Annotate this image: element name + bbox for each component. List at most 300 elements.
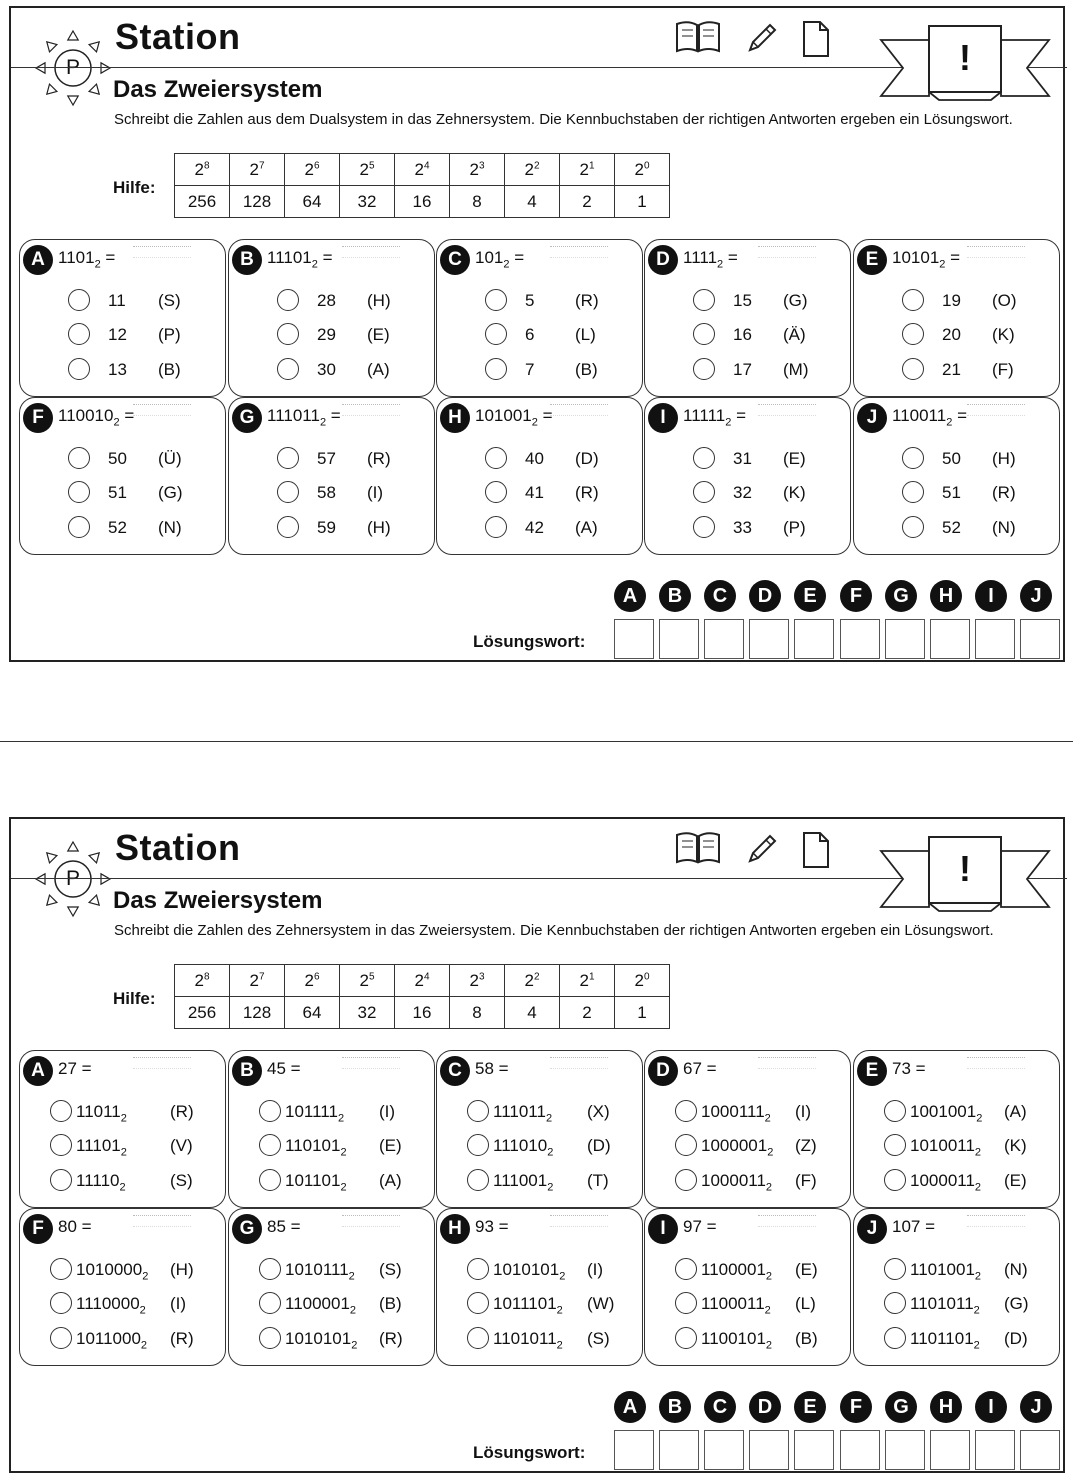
answer-number: 1101011 bbox=[910, 1294, 974, 1313]
answer-option[interactable] bbox=[902, 446, 1060, 474]
answer-code-letter: (H) bbox=[992, 449, 1016, 468]
answer-option[interactable] bbox=[259, 1291, 417, 1319]
task-letter-badge: F bbox=[23, 403, 53, 433]
answer-value bbox=[942, 480, 961, 512]
answer-radio[interactable] bbox=[467, 1292, 489, 1314]
answer-number: 21 bbox=[942, 360, 961, 379]
answer-radio[interactable] bbox=[902, 289, 924, 311]
power-header-cell bbox=[505, 965, 560, 997]
answer-radio[interactable] bbox=[68, 289, 90, 311]
power-value-cell: 4 bbox=[505, 186, 560, 218]
power-header-cell bbox=[450, 154, 505, 186]
task-question bbox=[58, 248, 115, 270]
answer-option[interactable] bbox=[485, 357, 643, 385]
answer-option[interactable] bbox=[259, 1099, 417, 1127]
answer-radio[interactable] bbox=[693, 289, 715, 311]
answer-radio[interactable] bbox=[884, 1169, 906, 1191]
answer-radio[interactable] bbox=[675, 1100, 697, 1122]
solution-letter-box[interactable] bbox=[885, 1430, 925, 1470]
answer-number: 58 bbox=[317, 483, 336, 502]
answer-radio[interactable] bbox=[693, 358, 715, 380]
answer-radio[interactable] bbox=[884, 1134, 906, 1156]
answer-value bbox=[701, 1326, 772, 1358]
answer-radio[interactable] bbox=[259, 1327, 281, 1349]
answer-code-letter: (S) bbox=[170, 1171, 193, 1190]
solution-letter-box[interactable] bbox=[794, 1430, 834, 1470]
power-base: 2 bbox=[524, 159, 534, 179]
task-card bbox=[228, 239, 435, 397]
question-equals: = bbox=[723, 248, 738, 267]
task-letter-badge: J bbox=[857, 403, 887, 433]
task-letter-badge: C bbox=[440, 245, 470, 275]
task-card bbox=[436, 1208, 643, 1366]
answer-value bbox=[317, 322, 336, 354]
pencil-icon bbox=[744, 20, 780, 61]
answer-option[interactable] bbox=[277, 480, 435, 508]
answer-option[interactable] bbox=[467, 1168, 625, 1196]
answer-code-letter: (R) bbox=[575, 483, 599, 502]
answer-value bbox=[525, 480, 544, 512]
power-exponent: 4 bbox=[423, 970, 430, 982]
answer-radio[interactable] bbox=[50, 1100, 72, 1122]
power-header-cell bbox=[175, 965, 230, 997]
sun-icon bbox=[31, 26, 115, 110]
task-card bbox=[19, 397, 226, 555]
solution-letter-badge: J bbox=[1020, 580, 1052, 612]
answer-number: 1101001 bbox=[910, 1260, 975, 1279]
answer-radio[interactable] bbox=[902, 516, 924, 538]
answer-code-letter: (T) bbox=[587, 1171, 609, 1190]
answer-radio[interactable] bbox=[259, 1100, 281, 1122]
action-icons bbox=[674, 20, 844, 60]
answer-base: 2 bbox=[556, 1304, 563, 1317]
answer-option[interactable] bbox=[884, 1326, 1042, 1354]
answer-number: 111010 bbox=[493, 1136, 548, 1155]
solution-letter-box[interactable] bbox=[1020, 1430, 1060, 1470]
answer-radio[interactable] bbox=[259, 1169, 281, 1191]
task-letter-badge: G bbox=[232, 403, 262, 433]
power-base: 2 bbox=[414, 970, 424, 990]
answer-radio[interactable] bbox=[259, 1258, 281, 1280]
solution-letter-badge: D bbox=[749, 580, 781, 612]
solution-letter-box[interactable] bbox=[659, 1430, 699, 1470]
answer-option[interactable] bbox=[675, 1099, 833, 1127]
solution-letter-box[interactable] bbox=[930, 619, 970, 659]
answer-radio[interactable] bbox=[693, 481, 715, 503]
answer-option[interactable] bbox=[467, 1291, 625, 1319]
answer-number: 101101 bbox=[285, 1171, 341, 1190]
answer-option[interactable] bbox=[902, 357, 1060, 385]
answer-radio[interactable] bbox=[467, 1100, 489, 1122]
sun-icon bbox=[31, 837, 115, 921]
power-header-cell bbox=[560, 965, 615, 997]
task-question bbox=[267, 406, 341, 428]
power-value-cell: 256 bbox=[175, 997, 230, 1029]
power-value-cell: 64 bbox=[285, 186, 340, 218]
power-exponent: 0 bbox=[643, 159, 650, 171]
answer-code-letter: (L) bbox=[575, 325, 596, 344]
hilfe-table bbox=[174, 153, 670, 218]
solution-letter-box[interactable] bbox=[794, 619, 834, 659]
answer-radio[interactable] bbox=[277, 323, 299, 345]
answer-option[interactable] bbox=[485, 480, 643, 508]
answer-option[interactable] bbox=[884, 1257, 1042, 1285]
solution-letter-box[interactable] bbox=[614, 1430, 654, 1470]
answer-option[interactable] bbox=[467, 1133, 625, 1161]
answer-radio[interactable] bbox=[467, 1169, 489, 1191]
question-equals: = bbox=[326, 406, 341, 425]
power-value-cell: 16 bbox=[395, 997, 450, 1029]
answer-radio[interactable] bbox=[884, 1258, 906, 1280]
answer-code-letter: (H) bbox=[170, 1260, 194, 1279]
answer-base: 2 bbox=[547, 1146, 554, 1159]
power-header-cell bbox=[340, 965, 395, 997]
task-question bbox=[267, 248, 333, 270]
task-letter-badge: E bbox=[857, 245, 887, 275]
answer-radio[interactable] bbox=[277, 447, 299, 469]
answer-option[interactable] bbox=[68, 480, 226, 508]
answer-option[interactable] bbox=[675, 1326, 833, 1354]
task-question bbox=[267, 1059, 301, 1081]
power-header-cell bbox=[230, 154, 285, 186]
answer-option[interactable] bbox=[902, 480, 1060, 508]
answer-radio[interactable] bbox=[485, 323, 507, 345]
answer-value bbox=[108, 515, 127, 547]
solution-letter-badge: I bbox=[975, 580, 1007, 612]
answer-option[interactable] bbox=[693, 322, 851, 350]
power-value-cell: 2 bbox=[560, 997, 615, 1029]
answer-radio[interactable] bbox=[485, 358, 507, 380]
solution-letter-box[interactable] bbox=[659, 619, 699, 659]
answer-code-letter: (R) bbox=[575, 291, 599, 310]
answer-radio[interactable] bbox=[675, 1169, 697, 1191]
answer-radio[interactable] bbox=[68, 481, 90, 503]
answer-code-letter: (Ä) bbox=[783, 325, 806, 344]
task-letter-badge: I bbox=[648, 1214, 678, 1244]
power-exponent: 5 bbox=[368, 970, 375, 982]
solution-letter-box[interactable] bbox=[840, 619, 880, 659]
answer-option[interactable] bbox=[693, 357, 851, 385]
solution-letter-box[interactable] bbox=[1020, 619, 1060, 659]
answer-code-letter: (M) bbox=[783, 360, 809, 379]
pencil-icon bbox=[744, 831, 780, 872]
solution-letter-box[interactable] bbox=[704, 1430, 744, 1470]
answer-radio[interactable] bbox=[68, 447, 90, 469]
answer-option[interactable] bbox=[902, 515, 1060, 543]
answer-radio[interactable] bbox=[485, 481, 507, 503]
question-equals: = bbox=[119, 406, 135, 425]
task-question bbox=[267, 1217, 301, 1239]
answer-radio[interactable] bbox=[693, 516, 715, 538]
power-exponent: 2 bbox=[533, 970, 540, 982]
answer-number: 1100001 bbox=[701, 1260, 766, 1279]
answer-radio[interactable] bbox=[675, 1292, 697, 1314]
answer-value bbox=[108, 322, 127, 354]
answer-base: 2 bbox=[547, 1181, 554, 1194]
answer-option[interactable] bbox=[884, 1133, 1042, 1161]
answer-code-letter: (P) bbox=[158, 325, 181, 344]
answer-option[interactable] bbox=[259, 1168, 417, 1196]
solution-letter-badge: F bbox=[840, 1391, 872, 1423]
ribbon-banner-icon bbox=[879, 829, 1051, 919]
answer-radio[interactable] bbox=[884, 1100, 906, 1122]
solution-letter-badge: H bbox=[930, 580, 962, 612]
power-base: 2 bbox=[469, 970, 479, 990]
question-number: 93 bbox=[475, 1217, 494, 1236]
answer-code-letter: (S) bbox=[158, 291, 181, 310]
answer-code-letter: (L) bbox=[795, 1294, 816, 1313]
action-icons bbox=[674, 831, 844, 871]
task-letter-badge: A bbox=[23, 245, 53, 275]
answer-radio[interactable] bbox=[902, 481, 924, 503]
answer-option[interactable] bbox=[485, 288, 643, 316]
answer-number: 6 bbox=[525, 325, 535, 344]
answer-option[interactable] bbox=[50, 1257, 208, 1285]
solution-letter-box[interactable] bbox=[749, 619, 789, 659]
answer-base: 2 bbox=[765, 1270, 773, 1283]
question-number: 67 bbox=[683, 1059, 702, 1078]
answer-value bbox=[910, 1133, 981, 1165]
answer-base: 2 bbox=[559, 1270, 566, 1283]
solution-letter-box[interactable] bbox=[930, 1430, 970, 1470]
answer-option[interactable] bbox=[50, 1291, 208, 1319]
question-number: 107 bbox=[892, 1217, 921, 1236]
power-header-cell bbox=[340, 154, 395, 186]
answer-number: 1110000 bbox=[76, 1294, 140, 1313]
answer-number: 11011 bbox=[76, 1102, 121, 1121]
answer-option[interactable] bbox=[68, 357, 226, 385]
answer-base: 2 bbox=[351, 1339, 358, 1352]
answer-radio[interactable] bbox=[467, 1134, 489, 1156]
solution-letter-badge: C bbox=[704, 580, 736, 612]
power-value-cell: 2 bbox=[560, 186, 615, 218]
answer-option[interactable] bbox=[259, 1257, 417, 1285]
answer-option[interactable] bbox=[485, 515, 643, 543]
answer-number: 1100101 bbox=[701, 1329, 766, 1348]
question-equals: = bbox=[920, 1217, 936, 1236]
answer-option[interactable] bbox=[693, 446, 851, 474]
answer-base: 2 bbox=[973, 1339, 980, 1352]
task-question bbox=[58, 406, 134, 428]
answer-radio[interactable] bbox=[68, 323, 90, 345]
answer-radio[interactable] bbox=[467, 1258, 489, 1280]
question-equals: = bbox=[945, 248, 961, 267]
solution-letter-box[interactable] bbox=[975, 619, 1015, 659]
answer-radio[interactable] bbox=[902, 323, 924, 345]
answer-value bbox=[76, 1326, 147, 1358]
answer-option[interactable] bbox=[50, 1099, 208, 1127]
answer-number: 1011101 bbox=[493, 1294, 557, 1313]
answer-radio[interactable] bbox=[259, 1134, 281, 1156]
solution-letter-box[interactable] bbox=[704, 619, 744, 659]
answer-radio[interactable] bbox=[485, 447, 507, 469]
answer-value bbox=[701, 1099, 771, 1131]
answer-option[interactable] bbox=[902, 288, 1060, 316]
power-exponent: 8 bbox=[203, 970, 210, 982]
answer-option[interactable] bbox=[675, 1257, 833, 1285]
answer-option[interactable] bbox=[467, 1326, 625, 1354]
answer-value bbox=[733, 480, 752, 512]
answer-option[interactable] bbox=[277, 515, 435, 543]
task-letter-badge: D bbox=[648, 1056, 678, 1086]
answer-number: 5 bbox=[525, 291, 535, 310]
answer-code-letter: (R) bbox=[379, 1329, 403, 1348]
power-header-cell bbox=[285, 965, 340, 997]
answer-value bbox=[317, 515, 336, 547]
answer-code-letter: (W) bbox=[587, 1294, 615, 1313]
answer-radio[interactable] bbox=[50, 1134, 72, 1156]
answer-option[interactable] bbox=[485, 322, 643, 350]
answer-radio[interactable] bbox=[884, 1292, 906, 1314]
answer-number: 40 bbox=[525, 449, 544, 468]
task-letter-badge: F bbox=[23, 1214, 53, 1244]
power-base: 2 bbox=[579, 159, 589, 179]
answer-radio[interactable] bbox=[467, 1327, 489, 1349]
answer-radio[interactable] bbox=[902, 358, 924, 380]
solution-letter-box[interactable] bbox=[614, 619, 654, 659]
power-base: 2 bbox=[469, 159, 479, 179]
task-card bbox=[436, 1050, 643, 1208]
solution-letter-badge: H bbox=[930, 1391, 962, 1423]
power-exponent: 2 bbox=[533, 159, 540, 171]
solution-letter-box[interactable] bbox=[885, 619, 925, 659]
answer-option[interactable] bbox=[277, 357, 435, 385]
task-letter-badge: H bbox=[440, 1214, 470, 1244]
answer-option[interactable] bbox=[50, 1133, 208, 1161]
station-title: Station bbox=[115, 16, 241, 57]
power-base: 2 bbox=[194, 159, 204, 179]
answer-number: 1000001 bbox=[701, 1136, 768, 1155]
solution-letter-box[interactable] bbox=[749, 1430, 789, 1470]
power-exponent: 5 bbox=[368, 159, 375, 171]
answer-radio[interactable] bbox=[693, 323, 715, 345]
answer-code-letter: (I) bbox=[795, 1102, 812, 1121]
answer-code-letter: (I) bbox=[170, 1294, 187, 1313]
power-header-cell bbox=[450, 965, 505, 997]
subtitle: Das Zweiersystem bbox=[113, 76, 323, 103]
answer-code-letter: (A) bbox=[575, 518, 598, 537]
answer-option[interactable] bbox=[277, 288, 435, 316]
answer-value bbox=[525, 288, 534, 320]
answer-radio[interactable] bbox=[675, 1258, 697, 1280]
answer-radio[interactable] bbox=[68, 516, 90, 538]
answer-option[interactable] bbox=[675, 1291, 833, 1319]
power-value-cell: 128 bbox=[230, 186, 285, 218]
answer-radio[interactable] bbox=[675, 1327, 697, 1349]
answer-radio[interactable] bbox=[902, 447, 924, 469]
answer-radio[interactable] bbox=[68, 358, 90, 380]
task-card bbox=[644, 397, 851, 555]
answer-option[interactable] bbox=[68, 446, 226, 474]
answer-radio[interactable] bbox=[50, 1292, 72, 1314]
power-exponent: 1 bbox=[588, 159, 595, 171]
answer-option[interactable] bbox=[277, 446, 435, 474]
answer-value bbox=[910, 1326, 980, 1358]
task-question bbox=[475, 1059, 509, 1081]
power-header-cell bbox=[395, 965, 450, 997]
question-number: 73 bbox=[892, 1059, 911, 1078]
answer-option[interactable] bbox=[902, 322, 1060, 350]
answer-number: 57 bbox=[317, 449, 336, 468]
answer-radio[interactable] bbox=[485, 289, 507, 311]
question-base: 2 bbox=[311, 258, 318, 271]
answer-radio[interactable] bbox=[693, 447, 715, 469]
answer-option[interactable] bbox=[68, 322, 226, 350]
solution-letter-box[interactable] bbox=[840, 1430, 880, 1470]
answer-radio[interactable] bbox=[50, 1327, 72, 1349]
answer-radio[interactable] bbox=[675, 1134, 697, 1156]
power-exponent: 7 bbox=[258, 970, 265, 982]
answer-number: 52 bbox=[108, 518, 127, 537]
answer-option[interactable] bbox=[68, 515, 226, 543]
answer-radio[interactable] bbox=[277, 289, 299, 311]
answer-option[interactable] bbox=[467, 1257, 625, 1285]
solution-letter-badge: D bbox=[749, 1391, 781, 1423]
question-equals: = bbox=[76, 1217, 92, 1236]
answer-option[interactable] bbox=[259, 1133, 417, 1161]
answer-option[interactable] bbox=[50, 1168, 208, 1196]
answer-number: 11110 bbox=[76, 1171, 120, 1190]
answer-radio[interactable] bbox=[277, 516, 299, 538]
answer-option[interactable] bbox=[693, 515, 851, 543]
answer-value bbox=[525, 515, 544, 547]
answer-option[interactable] bbox=[675, 1168, 833, 1196]
power-base: 2 bbox=[194, 970, 204, 990]
answer-option[interactable] bbox=[485, 446, 643, 474]
answer-option[interactable] bbox=[467, 1099, 625, 1127]
answer-radio[interactable] bbox=[485, 516, 507, 538]
answer-value bbox=[942, 288, 961, 320]
answer-option[interactable] bbox=[675, 1133, 833, 1161]
answer-radio[interactable] bbox=[50, 1169, 72, 1191]
answer-radio[interactable] bbox=[259, 1292, 281, 1314]
question-base: 2 bbox=[94, 258, 101, 271]
answer-code-letter: (S) bbox=[379, 1260, 402, 1279]
answer-number: 1010000 bbox=[76, 1260, 143, 1279]
answer-option[interactable] bbox=[277, 322, 435, 350]
answer-number: 51 bbox=[108, 483, 127, 502]
answer-code-letter: (G) bbox=[783, 291, 808, 310]
answer-value bbox=[493, 1326, 563, 1358]
answer-option[interactable] bbox=[693, 480, 851, 508]
answer-value bbox=[317, 288, 336, 320]
answer-value bbox=[317, 446, 336, 478]
solution-letter-box[interactable] bbox=[975, 1430, 1015, 1470]
answer-option[interactable] bbox=[693, 288, 851, 316]
answer-option[interactable] bbox=[50, 1326, 208, 1354]
power-base: 2 bbox=[304, 970, 314, 990]
answer-option[interactable] bbox=[884, 1099, 1042, 1127]
answer-option[interactable] bbox=[884, 1291, 1042, 1319]
answer-radio[interactable] bbox=[884, 1327, 906, 1349]
answer-value bbox=[733, 357, 752, 389]
answer-option[interactable] bbox=[884, 1168, 1042, 1196]
answer-value bbox=[76, 1099, 127, 1131]
answer-radio[interactable] bbox=[50, 1258, 72, 1280]
task-card bbox=[19, 1050, 226, 1208]
answer-value bbox=[910, 1257, 981, 1289]
answer-option[interactable] bbox=[259, 1326, 417, 1354]
power-value-cell: 8 bbox=[450, 186, 505, 218]
power-exponent: 4 bbox=[423, 159, 430, 171]
answer-base: 2 bbox=[139, 1304, 146, 1317]
answer-base: 2 bbox=[340, 1146, 347, 1159]
answer-option[interactable] bbox=[68, 288, 226, 316]
answer-radio[interactable] bbox=[277, 358, 299, 380]
task-letter-badge: H bbox=[440, 403, 470, 433]
answer-radio[interactable] bbox=[277, 481, 299, 503]
power-value-cell: 16 bbox=[395, 186, 450, 218]
